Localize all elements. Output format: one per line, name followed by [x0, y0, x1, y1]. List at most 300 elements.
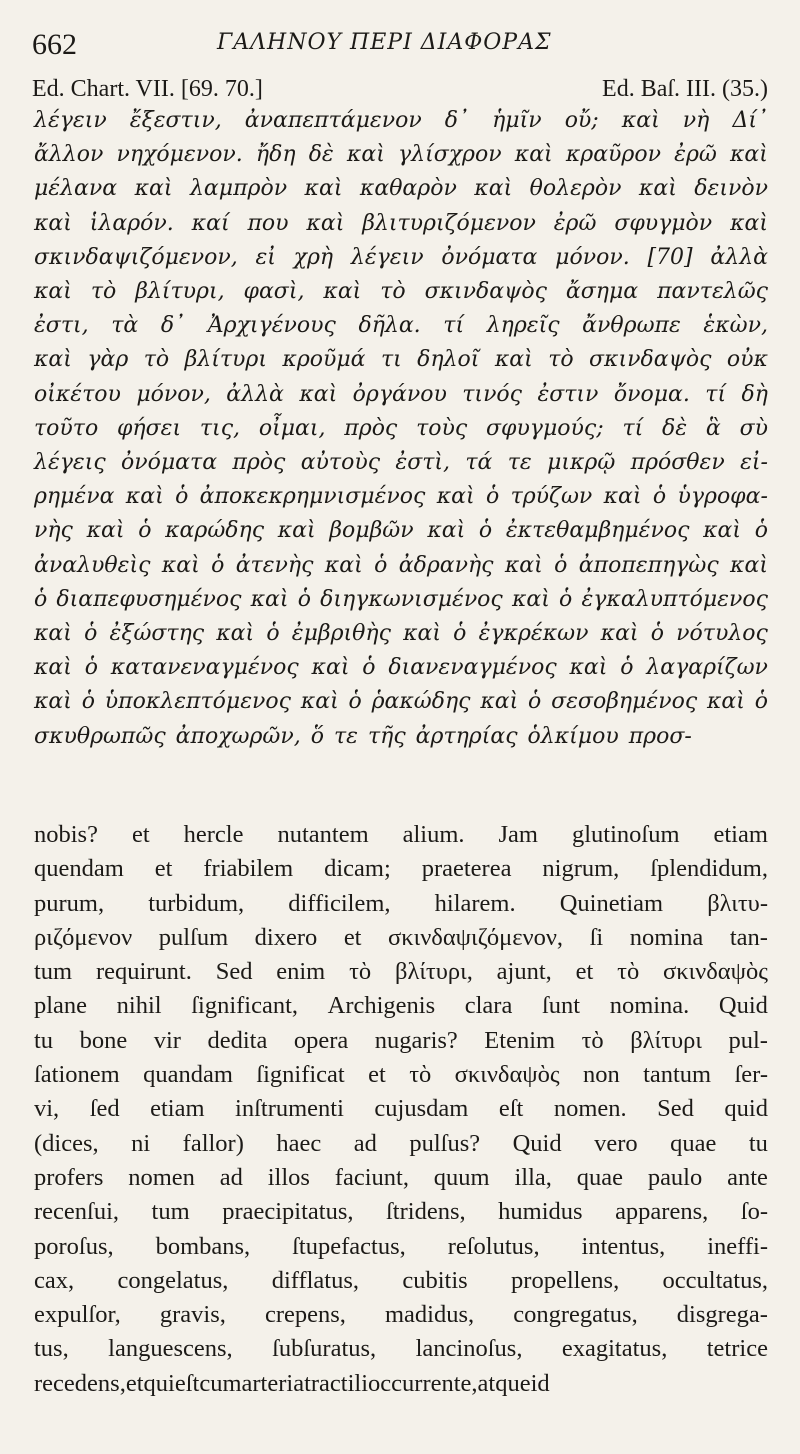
latin-text-line: [34, 989, 768, 1023]
word: καὶ: [34, 689, 72, 715]
word: ſignificat: [256, 1061, 345, 1089]
word: fallor): [182, 1129, 244, 1157]
word: quandam: [143, 1061, 233, 1089]
edition-references: [32, 76, 768, 106]
word: ὀργάνου: [352, 381, 447, 407]
word: ſtridens,: [386, 1198, 466, 1226]
word: καὶ: [323, 279, 362, 305]
word: νηχόμενον.: [116, 142, 243, 168]
word: ni: [131, 1129, 151, 1157]
word: tetrice: [706, 1335, 768, 1363]
word: καὶ: [306, 210, 345, 236]
greek-text-line: [34, 138, 768, 172]
word: καὶ: [480, 689, 519, 715]
word: καὶ: [621, 108, 660, 133]
word: βλίτυρι,: [394, 958, 473, 986]
word: ῥακώδης: [371, 689, 471, 715]
word: ἀρτηρίας: [415, 723, 518, 749]
word: ἐγκαλυπτόμενος: [581, 586, 768, 612]
greek-text-line: [34, 651, 768, 685]
word: σκινδαψὸς: [589, 347, 712, 373]
word: ὀνόματα: [441, 244, 538, 270]
word: μόνον.: [555, 244, 630, 270]
word: ἔξεστιν,: [129, 108, 222, 133]
word: inſtrumenti: [235, 1095, 344, 1123]
word: nomina: [629, 923, 704, 951]
word: τις,: [199, 415, 241, 441]
word: Quinetiam: [559, 889, 664, 917]
word: γὰρ: [87, 347, 129, 373]
word: exagitatus,: [561, 1335, 668, 1363]
word: καὶ: [730, 552, 768, 578]
word: praeterea: [421, 855, 512, 883]
word: ρημένα: [34, 484, 115, 510]
word: καί: [191, 210, 230, 236]
word: καὶ: [730, 142, 768, 168]
word: οὔ;: [564, 108, 599, 133]
word: ὁ: [211, 552, 225, 578]
greek-text-line: [34, 309, 768, 343]
word: ἀδρανὴς: [398, 552, 494, 578]
word: [70]: [647, 244, 693, 270]
word: eſt: [498, 1095, 524, 1123]
word: τά: [465, 450, 493, 476]
word: ἐμβριθὴς: [291, 621, 391, 647]
word: ἀλλὰ: [710, 244, 768, 270]
word: et: [368, 1061, 386, 1089]
word: lancinoſus,: [415, 1335, 523, 1363]
word: dedita: [207, 1026, 268, 1054]
latin-text-line: [34, 887, 768, 921]
word: βομβῶν: [329, 518, 414, 544]
word: ὅ: [310, 723, 324, 749]
word: τρύζων: [510, 484, 593, 510]
word: propellens,: [511, 1266, 620, 1294]
word: ſo-: [740, 1198, 768, 1226]
word: οὐκ: [726, 347, 768, 373]
word: tus,: [34, 1335, 69, 1363]
word: καὶ: [638, 176, 677, 202]
word: eſt: [174, 1369, 200, 1397]
word: ad: [353, 1129, 377, 1157]
word: Etenim: [484, 1026, 556, 1054]
word: ἀποχωρῶν,: [175, 723, 301, 749]
word: ὁ: [485, 484, 500, 510]
running-title: ΓΑΛΗΝΟΥ ΠΕΡΙ ΔΙΑΦΟΡΑΣ: [217, 30, 552, 55]
word: καὶ: [346, 142, 385, 168]
word: ὑγροφα-: [677, 484, 768, 510]
word: ἄλλον: [34, 142, 104, 168]
word: Δί᾽: [732, 108, 768, 133]
word: ἃ: [705, 415, 721, 441]
word: et: [343, 923, 362, 951]
word: enim: [276, 958, 326, 986]
word: cax,: [34, 1266, 75, 1294]
word: διηγκωνισμένος: [320, 586, 503, 612]
word: ὁ: [374, 552, 388, 578]
word: ſtupefactus,: [292, 1232, 406, 1260]
word: ἱλαρόν.: [89, 210, 174, 236]
word: ὁ: [554, 552, 568, 578]
word: λέγειν: [34, 108, 107, 133]
word: vero: [594, 1129, 638, 1157]
word: εἰ-: [740, 450, 768, 476]
word: τὸ: [548, 347, 574, 373]
latin-text-line: [34, 818, 768, 852]
word: τὸ: [90, 279, 117, 305]
word: turbidum,: [148, 889, 245, 917]
latin-text-line: [34, 955, 768, 989]
word: madidus,: [384, 1301, 475, 1329]
word: λέγειν: [350, 244, 424, 270]
word: ὁ: [34, 586, 48, 612]
word: congelatus,: [117, 1266, 229, 1294]
greek-text-line: [34, 480, 768, 514]
latin-text-line: [34, 1024, 768, 1058]
word: τε: [507, 450, 532, 476]
word: καὶ: [86, 518, 125, 544]
word: congregatus,: [513, 1301, 638, 1329]
greek-text-line: [34, 720, 768, 754]
word: καὶ: [603, 484, 642, 510]
word: ſplendidum,: [650, 855, 768, 883]
word: σὺ: [739, 415, 768, 441]
word: vir: [153, 1026, 181, 1054]
word: τι: [380, 347, 402, 373]
word: τοὺς: [416, 415, 468, 441]
word: quendam: [34, 855, 124, 883]
greek-text-line: [34, 617, 768, 651]
word: καὶ: [134, 176, 173, 202]
word: σφυγμούς;: [486, 415, 604, 441]
word: nomen: [128, 1163, 195, 1191]
greek-text-line: [34, 275, 768, 309]
word: ἐγκρέκων: [478, 621, 589, 647]
word: καθαρὸν: [359, 176, 457, 202]
word: pulſum: [158, 923, 229, 951]
word: ληρεῖς: [486, 313, 560, 339]
latin-text-line: [34, 1127, 768, 1161]
greek-text-line: [34, 549, 768, 583]
word: opera: [293, 1026, 349, 1054]
word: ἀποκεκρημνισμένος: [199, 484, 426, 510]
greek-text-line: [34, 583, 768, 617]
word: καὶ: [569, 655, 608, 681]
word: apparens,: [615, 1198, 709, 1226]
word: languescens,: [108, 1335, 233, 1363]
word: οἰκέτου: [34, 381, 121, 407]
word: nigrum,: [542, 855, 620, 883]
word: καὶ: [34, 279, 72, 305]
latin-text-line: [34, 1058, 768, 1092]
word: κροῦμά: [282, 347, 366, 373]
word: ὁ: [754, 518, 768, 544]
word: pul-: [728, 1026, 768, 1054]
word: παντελῶς: [657, 279, 768, 305]
word: ὁ: [478, 518, 493, 544]
word: Sed: [215, 958, 253, 986]
word: σκινδαψὸς: [454, 1061, 560, 1089]
word: hercle: [183, 821, 244, 848]
greek-text-line: [34, 378, 768, 412]
word: ſationem: [34, 1061, 120, 1089]
word: tantum: [643, 1061, 712, 1089]
word: καὶ: [514, 142, 553, 168]
word: σκινδαψιζόμενον,: [34, 244, 238, 270]
word: τὰ: [111, 313, 139, 339]
word: clara: [464, 992, 513, 1020]
word: τὸ: [380, 279, 406, 305]
word: καὶ: [216, 621, 255, 647]
word: Quid: [512, 1129, 562, 1157]
word: σκινδαψὸς: [663, 958, 768, 986]
word: διαπεφυσημένος: [56, 586, 242, 612]
word: cujusdam: [374, 1095, 469, 1123]
word: νὴς: [34, 518, 73, 544]
word: πρὸς: [232, 450, 286, 476]
word: καὶ: [34, 210, 72, 236]
word: σφυγμὸν: [614, 210, 713, 236]
word: difficilem,: [288, 889, 391, 917]
word: ſed: [89, 1095, 120, 1123]
word: καὶ: [504, 552, 543, 578]
word: ἀτενὴς: [235, 552, 314, 578]
word: ὁ: [362, 655, 376, 681]
word: vi,: [34, 1095, 60, 1123]
word: ἀναλυθεὶς: [34, 552, 151, 578]
word: τὸ: [349, 958, 372, 986]
word: ὁ: [528, 689, 542, 715]
word: Quid: [718, 992, 768, 1020]
latin-text-line: [34, 1195, 768, 1229]
word: καὶ: [34, 621, 72, 647]
word: (dices,: [34, 1129, 99, 1157]
word: Sed: [657, 1095, 694, 1123]
word: τὸ: [143, 347, 170, 373]
word: pulſus?: [409, 1129, 481, 1157]
latin-text-line: [34, 1332, 768, 1366]
word: ἐκτεθαμβημένος: [505, 518, 690, 544]
word: βλίτυρι: [184, 347, 267, 373]
greek-text-line: [34, 412, 768, 446]
word: δὴ: [741, 381, 768, 407]
word: ad: [219, 1163, 243, 1191]
word: faciunt,: [334, 1163, 409, 1191]
word: expulſor,: [34, 1301, 121, 1329]
word: σκινδαψὸς: [424, 279, 547, 305]
word: φήσει: [117, 415, 182, 441]
edition-ref-chartier: Ed. Chart. VII. [69. 70.]: [32, 76, 263, 102]
word: nugaris?: [374, 1026, 458, 1054]
word: nomen.: [553, 1095, 627, 1123]
word: bone: [79, 1026, 128, 1054]
word: τί: [705, 381, 727, 407]
word: alium.: [402, 821, 465, 848]
word: ineffi-: [707, 1232, 768, 1260]
word: occurrente,: [368, 1369, 478, 1397]
word: δὲ: [308, 142, 334, 168]
word: δεινὸν: [694, 176, 768, 202]
word: χρὴ: [293, 244, 334, 270]
word: πρὸς: [344, 415, 398, 441]
word: καὶ: [250, 586, 289, 612]
word: ἐστι,: [34, 313, 89, 339]
word: atque: [477, 1369, 531, 1397]
word: ἡμῖν: [492, 108, 542, 133]
word: δηλοῖ: [417, 347, 480, 373]
word: paulo: [647, 1163, 703, 1191]
word: haec: [276, 1129, 322, 1157]
word: dicam;: [324, 855, 391, 883]
word: tu: [748, 1129, 768, 1157]
word: gravis,: [159, 1301, 226, 1329]
word: καὶ: [125, 484, 164, 510]
word: ριζόμενον: [34, 923, 133, 951]
word: καὶ: [703, 518, 742, 544]
word: τὸ: [409, 1061, 432, 1089]
word: γλίσχρον: [397, 142, 502, 168]
word: nobis?: [34, 821, 98, 848]
word: καὶ: [300, 689, 339, 715]
word: nomina.: [609, 992, 690, 1020]
word: δ᾽: [160, 313, 186, 339]
word: praecipitatus,: [222, 1198, 354, 1226]
word: Jam: [498, 821, 538, 848]
word: καὶ: [304, 176, 343, 202]
word: ſubſuratus,: [272, 1335, 377, 1363]
latin-text-block: [34, 818, 768, 1401]
word: φασὶ,: [243, 279, 305, 305]
word: recenſui,: [34, 1198, 120, 1226]
word: τε: [333, 723, 358, 749]
word: διανεναγμένος: [388, 655, 557, 681]
word: difflatus,: [271, 1266, 360, 1294]
word: πρόσθεν: [630, 450, 725, 476]
word: δὲ: [662, 415, 688, 441]
word: τοῦτο: [34, 415, 99, 441]
word: ὁ: [84, 655, 98, 681]
word: hilarem.: [434, 889, 516, 917]
word: glutinoſum: [571, 821, 680, 848]
word: εἰ: [255, 244, 276, 270]
greek-text-line: [34, 241, 768, 275]
word: occultatus,: [662, 1266, 768, 1294]
word: κραῦρον: [565, 142, 661, 168]
word: ἤδη: [255, 142, 296, 168]
word: μέλανα: [34, 176, 118, 202]
word: καὶ: [706, 689, 745, 715]
word: poroſus,: [34, 1232, 114, 1260]
word: βλίτυρι: [630, 1026, 702, 1054]
word: recedens,: [34, 1369, 126, 1397]
word: plane: [34, 992, 88, 1020]
word: purum,: [34, 889, 105, 917]
word: ἄνθρωπε: [582, 313, 681, 339]
word: κατανεναγμένος: [110, 655, 299, 681]
word: καὶ: [511, 586, 550, 612]
word: qui: [143, 1369, 175, 1397]
word: βλιτυριζόμενον: [362, 210, 536, 236]
word: ἀποπεπηγὼς: [578, 552, 719, 578]
word: νὴ: [682, 108, 710, 133]
word: αὐτοὺς: [300, 450, 381, 476]
greek-text-line: [34, 207, 768, 241]
latin-text-line: [34, 1161, 768, 1195]
word: cum: [199, 1369, 242, 1397]
word: ἑκὼν,: [703, 313, 768, 339]
word: τί: [443, 313, 465, 339]
word: ὁ: [348, 689, 362, 715]
word: καὶ: [277, 518, 316, 544]
word: λαμπρὸν: [189, 176, 288, 202]
word: καὶ: [494, 347, 533, 373]
word: καὶ: [600, 621, 639, 647]
word: ἄσημα: [565, 279, 639, 305]
word: θολερὸν: [529, 176, 622, 202]
greek-text-line: [34, 514, 768, 548]
word: ὁ: [266, 621, 280, 647]
latin-text-line: [34, 1367, 768, 1401]
word: τί: [622, 415, 644, 441]
word: ὁ: [81, 689, 95, 715]
word: καὶ: [427, 518, 466, 544]
word: ὁ: [453, 621, 467, 647]
word: βλιτυ-: [707, 889, 768, 917]
word: intentus,: [581, 1232, 666, 1260]
word: ἀναπεπτάμενον: [244, 108, 422, 133]
word: λαγαρίζων: [646, 655, 768, 681]
word: ὁλκίμου: [527, 723, 619, 749]
word: et: [154, 855, 173, 883]
word: et: [575, 958, 594, 986]
word: ἐξώστης: [109, 621, 205, 647]
edition-ref-basel: Ed. Baſ. III. (35.): [602, 76, 768, 102]
word: nutantem: [277, 821, 369, 848]
word: τινός: [462, 381, 523, 407]
word: nihil: [116, 992, 162, 1020]
greek-text-line: [34, 685, 768, 719]
word: ajunt,: [496, 958, 552, 986]
word: καὶ: [161, 552, 200, 578]
word: που: [247, 210, 289, 236]
word: λέγεις: [34, 450, 106, 476]
latin-text-line: [34, 1092, 768, 1126]
word: καὶ: [403, 621, 441, 647]
page-number: 662: [32, 28, 77, 61]
word: illos: [267, 1163, 310, 1191]
word: crepens,: [264, 1301, 346, 1329]
word: ὁ: [754, 689, 768, 715]
word: quae: [576, 1163, 623, 1191]
word: quum: [433, 1163, 490, 1191]
word: καὶ: [299, 381, 338, 407]
greek-text-line: [34, 446, 768, 480]
word: οἶμαι,: [258, 415, 326, 441]
word: βλίτυρι,: [135, 279, 225, 305]
word: ante: [727, 1163, 768, 1191]
word: tractili: [304, 1369, 369, 1397]
word: illa,: [514, 1163, 552, 1191]
word: ὁ: [559, 586, 573, 612]
latin-text-line: [34, 1298, 768, 1332]
word: καὶ: [34, 655, 72, 681]
word: ὁ: [652, 484, 667, 510]
word: quae: [670, 1129, 717, 1157]
word: ὁ: [620, 655, 634, 681]
word: non: [582, 1061, 620, 1089]
word: tan-: [729, 923, 768, 951]
word: τῆς: [367, 723, 406, 749]
